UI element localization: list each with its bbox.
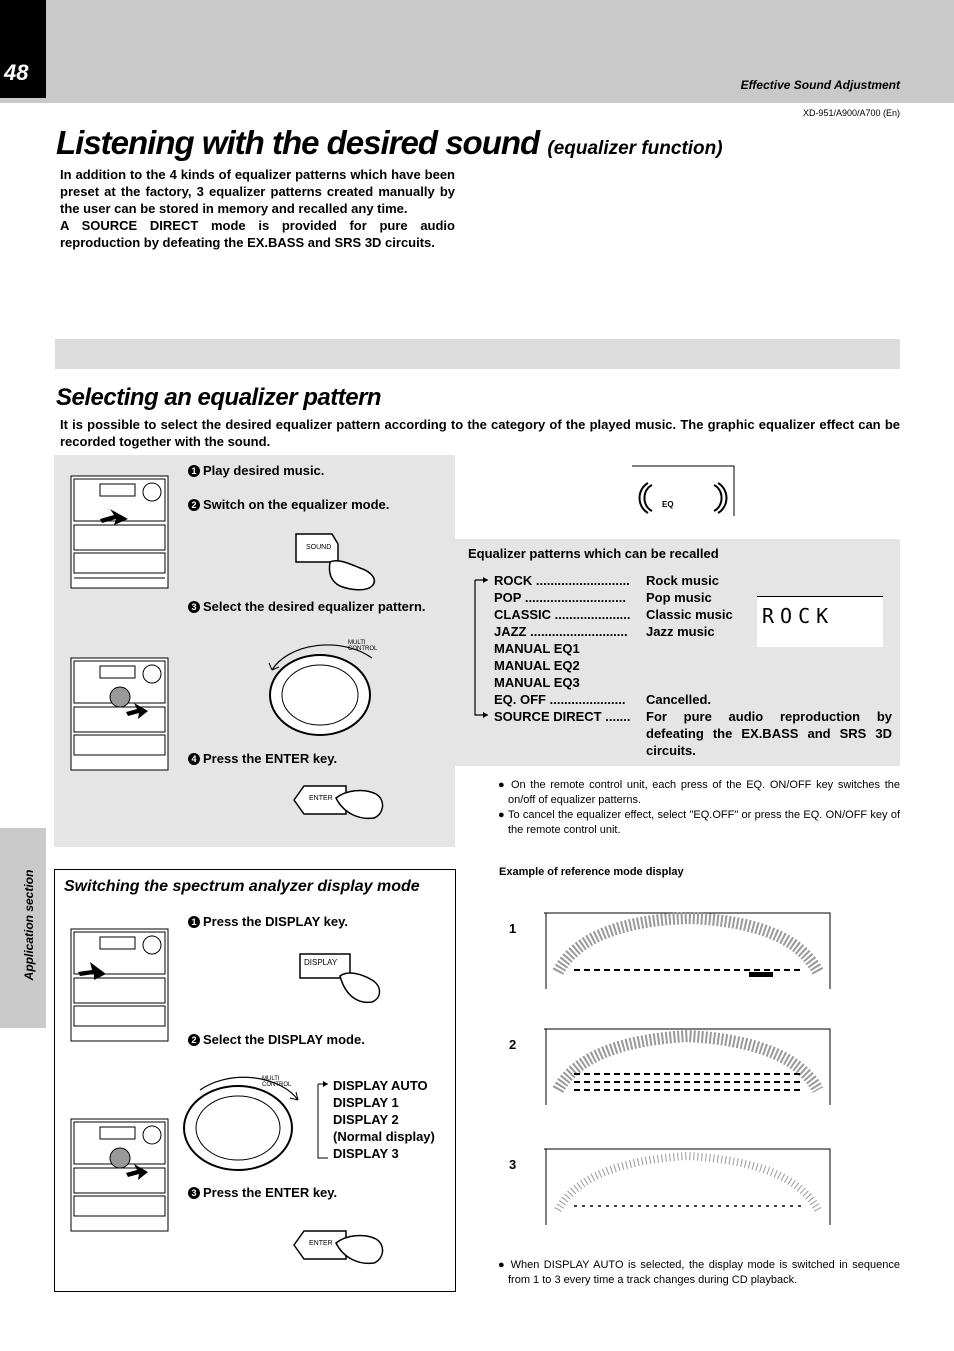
display-mode: DISPLAY 2: [333, 1112, 399, 1127]
spectrum-display-example-2: [544, 1028, 832, 1106]
display-button-illustration: [296, 948, 386, 1006]
stereo-unit-illustration: [70, 475, 170, 590]
spectrum-step-1: [188, 914, 348, 929]
side-tab-label: Application section: [22, 869, 36, 981]
step-text: Play desired music.: [203, 463, 325, 478]
eq-patterns-title: Equalizer patterns which can be recalled: [468, 546, 719, 561]
example-number: 2: [509, 1037, 517, 1052]
sound-button-illustration: [290, 528, 385, 593]
page-title-main: Listening with the desired sound: [56, 124, 540, 161]
selecting-description: It is possible to select the desired equalizer pattern according to the category of the played music. The graphic equalizer effect can be recorded together with the sound.: [60, 417, 900, 449]
eq-pattern-name: MANUAL EQ1: [494, 641, 580, 656]
intro-text: [60, 166, 455, 251]
display-mode: DISPLAY AUTO: [333, 1078, 428, 1093]
spectrum-step-3: [188, 1185, 337, 1200]
spectrum-heading: Switching the spectrum analyzer display mode: [64, 878, 420, 895]
display-button-label: DISPLAY: [304, 958, 338, 967]
page-number: 48: [4, 60, 29, 85]
sound-button-label: SOUND: [306, 544, 332, 551]
multi-control-dial: [262, 640, 392, 740]
eq-pattern-name: CLASSIC .....................: [494, 607, 631, 622]
example-number: 1: [509, 921, 517, 936]
step-number: 4: [188, 753, 200, 765]
step-number: 2: [188, 1034, 200, 1046]
cycle-arrow-icon: [310, 1078, 330, 1164]
step-text: Press the ENTER key.: [203, 751, 338, 766]
eq-indicator-label: EQ: [662, 500, 674, 509]
example-number: 3: [509, 1157, 517, 1172]
step-3: [188, 599, 426, 614]
enter-button-illustration: [290, 780, 390, 822]
eq-pattern-name: SOURCE DIRECT .......: [494, 709, 631, 724]
eq-pattern-name: EQ. OFF .....................: [494, 692, 626, 707]
eq-pattern-row: [494, 674, 894, 691]
spectrum-step-2: [188, 1032, 365, 1047]
eq-pattern-name: JAZZ ...........................: [494, 624, 628, 639]
note-text: On the remote control unit, each press of the EQ. ON/OFF key switches the on/off of equalizer patterns.: [508, 779, 900, 806]
step-number: 1: [188, 465, 200, 477]
step-text: Switch on the equalizer mode.: [203, 497, 390, 512]
enter-button-label: ENTER: [309, 1240, 333, 1247]
step-number: 3: [188, 1187, 200, 1199]
display-mode: DISPLAY 1: [333, 1095, 399, 1110]
eq-pattern-row: [494, 657, 894, 674]
intro-paragraph-1: In addition to the 4 kinds of equalizer patterns which have been preset at the factory, 3 equalizer patterns created manually by the user can be stored in memory and recalled any time.: [60, 167, 455, 216]
stereo-unit-illustration: [70, 928, 170, 1043]
step-text: Press the DISPLAY key.: [203, 914, 349, 929]
selecting-heading: Selecting an equalizer pattern: [56, 384, 382, 411]
step-1: [188, 463, 324, 478]
note-text: When DISPLAY AUTO is selected, the display mode is switched in sequence from 1 to 3 every time a track changes during CD playback.: [508, 1259, 900, 1286]
eq-indicator-display: [632, 465, 737, 517]
enter-button-label: ENTER: [309, 795, 333, 802]
eq-pattern-desc: Jazz music: [646, 624, 715, 639]
display-mode: (Normal display): [333, 1129, 435, 1144]
eq-pattern-name: MANUAL EQ2: [494, 658, 580, 673]
intro-paragraph-2: A SOURCE DIRECT mode is provided for pure audio reproduction by defeating the EX.BASS and SRS 3D circuits.: [60, 218, 455, 250]
example-title: Example of reference mode display: [499, 866, 684, 878]
step-number: 1: [188, 916, 200, 928]
display-modes-list: [333, 1077, 435, 1162]
eq-pattern-row: [494, 708, 894, 759]
spectrum-display-example-3: [544, 1148, 832, 1226]
step-number: 3: [188, 601, 200, 613]
display-mode: DISPLAY 3: [333, 1146, 399, 1161]
eq-pattern-name: MANUAL EQ3: [494, 675, 580, 690]
eq-pattern-row: [494, 572, 894, 589]
step-2: [188, 497, 389, 512]
step-4: [188, 751, 337, 766]
stereo-unit-illustration: [70, 657, 170, 772]
page-title: [56, 124, 723, 162]
eq-pattern-row: [494, 691, 894, 708]
eq-pattern-desc: Pop music: [646, 590, 712, 605]
step-text: Press the ENTER key.: [203, 1185, 338, 1200]
stereo-unit-illustration: [70, 1118, 170, 1233]
multi-control-label: MULTI CONTROL: [348, 640, 378, 652]
eq-pattern-name: POP ............................: [494, 590, 626, 605]
eq-pattern-name: ROCK ..........................: [494, 573, 630, 588]
note-item: ● On the remote control unit, each press of the EQ. ON/OFF key switches the on/off of equalizer patterns.: [498, 779, 900, 806]
section-divider-bar: [55, 339, 900, 369]
lcd-text: ROCK: [762, 604, 835, 628]
note-text: To cancel the equalizer effect, select "EQ.OFF" or press the EQ. ON/OFF key of the remote control unit.: [507, 809, 900, 836]
eq-pattern-desc: For pure audio reproduction by defeating the EX.BASS and SRS 3D circuits.: [646, 709, 892, 758]
model-number: XD-951/A900/A700 (En): [802, 108, 900, 118]
note-item: ● To cancel the equalizer effect, select "EQ.OFF" or press the EQ. ON/OFF key of the remote control unit.: [498, 809, 900, 836]
eq-pattern-desc: Classic music: [646, 607, 733, 622]
step-number: 2: [188, 499, 200, 511]
eq-pattern-desc: Cancelled.: [646, 692, 712, 707]
section-title: Effective Sound Adjustment: [740, 78, 900, 92]
step-text: Select the DISPLAY mode.: [203, 1032, 365, 1047]
eq-notes: [498, 778, 900, 838]
eq-pattern-desc: Rock music: [646, 573, 719, 588]
multi-control-label: MULTI CONTROL: [262, 1076, 292, 1088]
display-auto-note: ● When DISPLAY AUTO is selected, the display mode is switched in sequence from 1 to 3 every time a track changes during CD playback.: [498, 1259, 900, 1286]
page-title-sub: (equalizer function): [547, 138, 723, 159]
step-text: Select the desired equalizer pattern.: [203, 599, 426, 614]
enter-button-illustration: [290, 1225, 390, 1269]
spectrum-display-example-1: [544, 912, 832, 990]
cycle-arrow-icon: [470, 572, 490, 722]
